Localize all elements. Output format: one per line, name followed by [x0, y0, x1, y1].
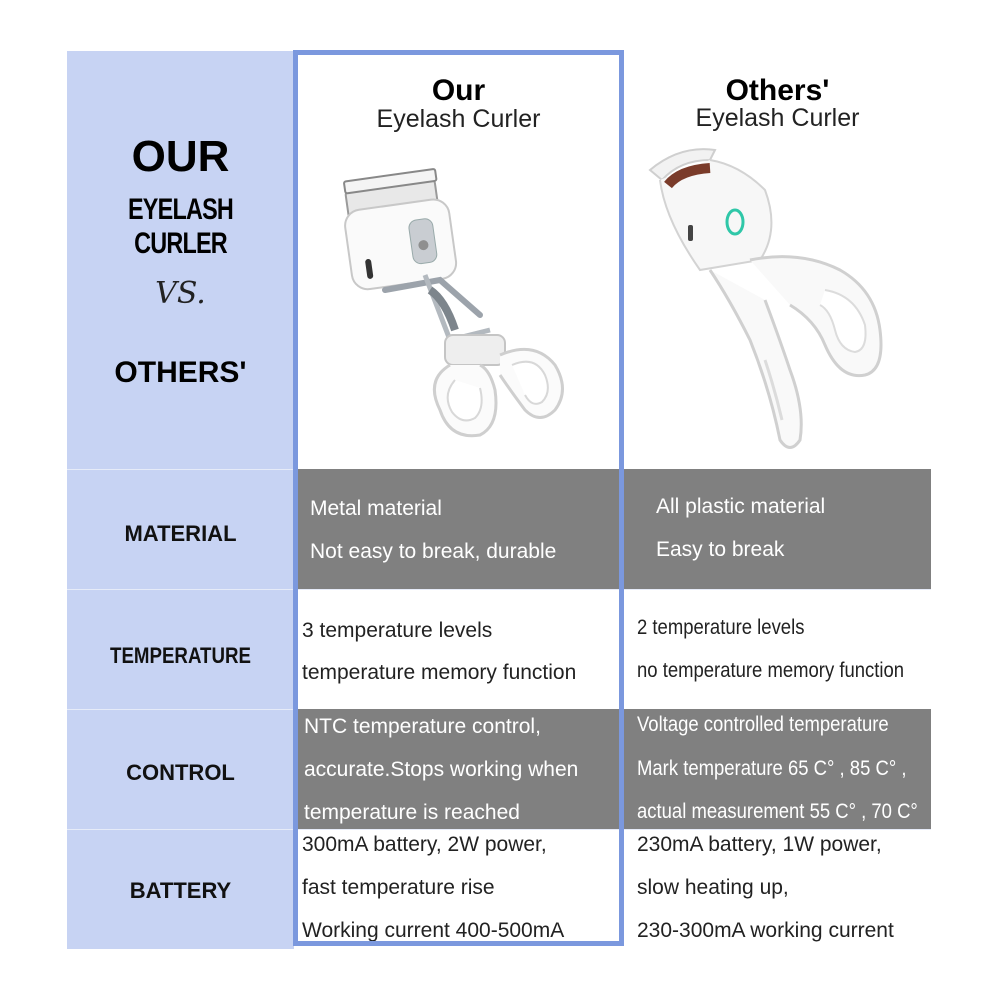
others-battery-line-2: slow heating up,	[637, 876, 789, 899]
others-battery-line-1: 230mA battery, 1W power,	[637, 833, 882, 856]
label-column	[67, 51, 294, 949]
others-battery-line-3: 230-300mA working current	[637, 919, 894, 942]
our-temperature-line-1: 3 temperature levels	[302, 619, 493, 642]
others-temperature-line-1: 2 temperature levels	[637, 616, 805, 639]
others-eyelash-curler-image	[640, 140, 920, 460]
our-column-highlight-frame	[293, 50, 624, 946]
others-control-line-3: actual measurement 55 C° , 70 C°	[637, 800, 918, 823]
our-temperature-line-2: temperature memory function	[302, 661, 577, 684]
versus-text: VS.	[155, 276, 206, 311]
others-temperature-line-2: no temperature memory function	[637, 659, 905, 682]
our-header-subtitle: Eyelash Curler	[376, 105, 541, 133]
our-battery-line-1: 300mA battery, 2W power,	[302, 833, 547, 856]
row-label-battery: BATTERY	[129, 878, 232, 903]
our-battery-line-3: Working current 400-500mA	[302, 919, 565, 942]
others-control-line-2: Mark temperature 65 C° , 85 C° ,	[637, 757, 907, 780]
others-control-line-1: Voltage controlled temperature	[637, 713, 889, 736]
row-label-temperature: TEMPERATURE	[110, 643, 251, 668]
others-header-subtitle: Eyelash Curler	[695, 104, 860, 132]
others-material-line-1: All plastic material	[656, 495, 826, 518]
left-title-our: OUR	[131, 132, 230, 181]
our-control-line-3: temperature is reached	[304, 801, 520, 824]
row-label-control: CONTROL	[126, 760, 235, 785]
our-battery-line-2: fast temperature rise	[302, 876, 495, 899]
our-material-line-1: Metal material	[310, 497, 442, 520]
our-control-line-2: accurate.Stops working when	[304, 758, 579, 781]
others-material-line-2: Easy to break	[656, 538, 785, 561]
left-title-product: EYELASH CURLER	[127, 193, 234, 260]
others-header-title: Others'	[725, 74, 830, 107]
left-title-others: OTHERS'	[114, 356, 247, 389]
our-control-line-1: NTC temperature control,	[304, 715, 541, 738]
our-material-line-2: Not easy to break, durable	[310, 540, 557, 563]
row-label-material: MATERIAL	[124, 521, 237, 546]
our-header-title: Our	[431, 74, 486, 107]
